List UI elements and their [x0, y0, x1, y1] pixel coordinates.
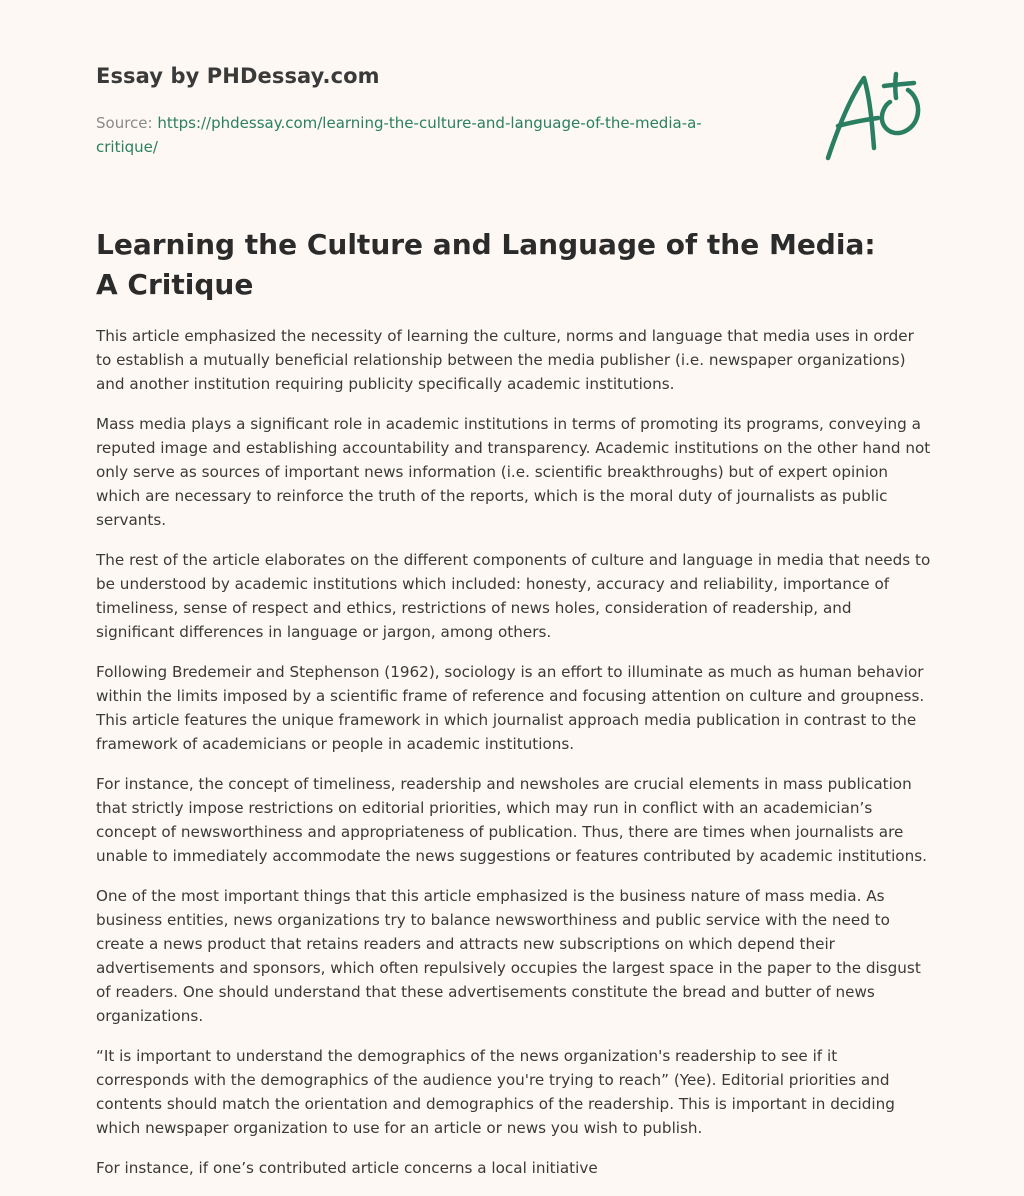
source-link[interactable]: https://phdessay.com/learning-the-culture-and-language-of-the-media-a-critique/ — [96, 114, 702, 156]
page-header — [96, 0, 928, 200]
paragraph: “It is important to understand the demographics of the news organization's readership to see if it corresponds with the demographics of the audience you're trying to reach” (Yee). Editorial priorities and contents should match the orientation and demographics of the readership. This is important in deciding which newspaper organization to use for an article or news you wish to publish. — [96, 1047, 895, 1137]
paragraph: This article emphasized the necessity of learning the culture, norms and language that media uses in order to establish a mutually beneficial relationship between the media publisher (i.e. newspaper organizations) and another institution requiring publicity specifically academic institutions. — [96, 327, 914, 393]
paragraph: For instance, the concept of timeliness, readership and newsholes are crucial elements in mass publication that strictly impose restrictions on editorial priorities, which may run in conflict with an academician’s concept of newsworthiness and appropriateness of publication. Thus, there are times when journalists are unable to immediately accommodate the news suggestions or features contributed by academic institutions. — [96, 775, 927, 865]
article-title: Learning the Culture and Language of the Media: A Critique — [96, 228, 876, 301]
paragraph: Mass media plays a significant role in academic institutions in terms of promoting its programs, conveying a reputed image and establishing accountability and transparency. Academic institutions on the other hand not only serve as sources of important news information (i.e. scientific breakthroughs) but of expert opinion which are necessary to reinforce the truth of the reports, which is the moral duty of journalists as public servants. — [96, 415, 931, 529]
paragraph: The rest of the article elaborates on the different components of culture and language in media that needs to be understood by academic institutions which included: honesty, accuracy and reliability, importance of timeliness, sense of respect and ethics, restrictions of news holes, consideration of readership, and significant differences in language or jargon, among others. — [96, 551, 931, 641]
site-title: Essay by PHDessay.com — [96, 64, 380, 88]
article-body — [96, 324, 932, 1196]
source-label: Source: — [96, 114, 158, 132]
paragraph: Following Bredemeir and Stephenson (1962), sociology is an effort to illuminate as much as human behavior within the limits imposed by a scientific frame of reference and focusing attention on culture and groupness. This article features the unique framework in which journalist approach media publication in contrast to the framework of academicians or people in academic institutions. — [96, 663, 925, 753]
paragraph: One of the most important things that this article emphasized is the business nature of mass media. As business entities, news organizations try to balance newsworthiness and public service with the need to create a news product that retains readers and attracts new subscriptions on which depend their advertisements and sponsors, which often repulsively occupies the largest space in the paper to the disgust of readers. One should understand that these advertisements constitute the bread and butter of news organizations. — [96, 887, 921, 1025]
source-line — [96, 111, 736, 159]
a-plus-grade-icon — [824, 68, 928, 164]
paragraph: For instance, if one’s contributed article concerns a local initiative — [96, 1159, 598, 1177]
